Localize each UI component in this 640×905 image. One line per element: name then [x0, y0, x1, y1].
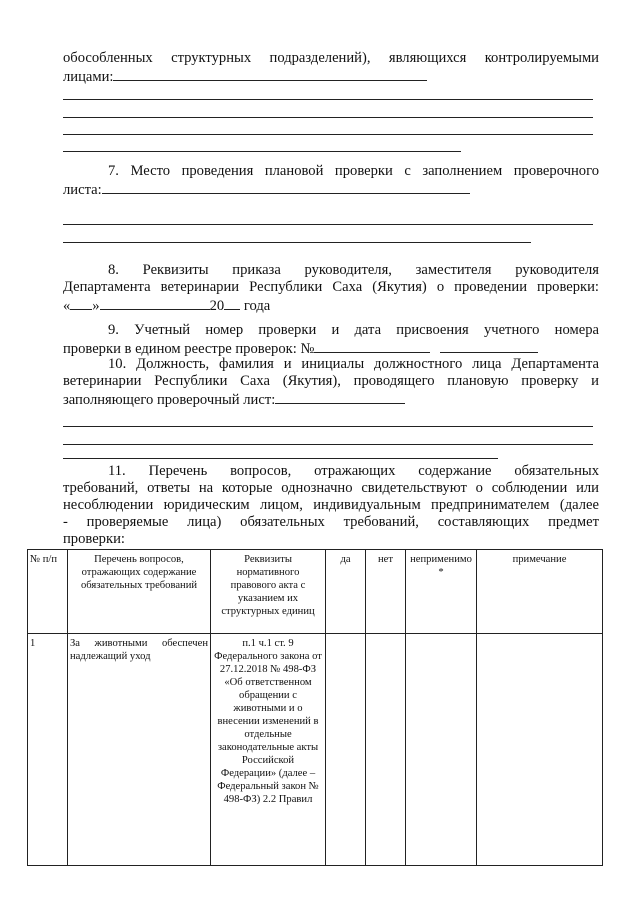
checklist-table: [27, 549, 603, 866]
item-7-paragraph: [63, 163, 599, 199]
header-yes: да: [326, 550, 366, 634]
item-11-line-3: несоблюдении юридическим лицом, индивидуальным предпринимателем (далее: [63, 497, 599, 513]
table-header-row: [28, 550, 603, 634]
row-yes: [326, 634, 366, 866]
date-month-blank: [100, 296, 210, 310]
item-10-paragraph: [63, 356, 599, 409]
table-row: [28, 634, 603, 866]
item-11-line-2: требований, ответы на которые однозначно свидетельствуют о соблюдении или: [63, 480, 599, 496]
date-year-blank: [224, 296, 240, 310]
item-11-line-4: - проверяемые лица) обязательных требований, составляющих предмет: [63, 514, 599, 530]
item-10-line-1: 10. Должность, фамилия и инициалы должностного лица Департамента: [108, 356, 599, 372]
intro-paragraph: [63, 50, 599, 86]
item-11-line-5: проверки:: [63, 531, 125, 547]
item-11-paragraph: [63, 463, 599, 548]
inspection-order-date: « » 20 года: [63, 298, 271, 314]
header-not-applicable: неприменимо *: [406, 550, 477, 634]
blank-line: [275, 390, 405, 404]
blank-line: [102, 180, 470, 194]
header-question: Перечень вопросов, отражающих содержание обязательных требований: [68, 550, 211, 634]
blank-line: [63, 99, 593, 100]
registry-number-blank: [314, 339, 430, 353]
row-no: [366, 634, 406, 866]
header-requisites: Реквизиты нормативного правового акта с указанием их структурных единиц: [211, 550, 326, 634]
item-9-line-2: проверки в едином реестре проверок: №: [63, 341, 315, 357]
item-7-line-1: 7. Место проведения плановой проверки с заполнением проверочного: [108, 163, 599, 179]
row-not-applicable: [406, 634, 477, 866]
blank-line: [63, 426, 593, 427]
blank-line: [63, 134, 593, 135]
item-8-line-1: 8. Реквизиты приказа руководителя, заместителя руководителя: [108, 262, 599, 278]
item-7-line-2: листа:: [63, 182, 102, 198]
item-10-line-2: ветеринарии Республики Саха (Якутия), проводящего плановую проверку и: [63, 373, 599, 389]
blank-line: [63, 458, 498, 459]
row-requisites: п.1 ч.1 ст. 9 Федерального закона от 27.12.2018 № 498-ФЗ «Об ответственном обращении с животными и о внесении изменений в отдельные законодательные акты Российской Федерации» (далее – Федеральный закон № 498-ФЗ) 2.2 Правил: [211, 634, 326, 866]
header-number: № п/п: [28, 550, 68, 634]
blank-line: [63, 242, 531, 243]
intro-line-2: лицами:: [63, 69, 114, 85]
item-9-paragraph: [63, 322, 599, 358]
row-question: За животными обеспечен надлежащий уход: [68, 634, 211, 866]
item-10-line-3: заполняющего проверочный лист:: [63, 392, 276, 408]
blank-line: [63, 224, 593, 225]
header-note: примечание: [477, 550, 603, 634]
blank-line: [63, 444, 593, 445]
row-number: 1: [28, 634, 68, 866]
item-11-line-1: 11. Перечень вопросов, отражающих содержание обязательных: [108, 463, 599, 479]
intro-line-1: обособленных структурных подразделений), являющихся контролируемыми: [63, 50, 599, 66]
header-no: нет: [366, 550, 406, 634]
row-note: [477, 634, 603, 866]
date-day-blank: [70, 296, 92, 310]
blank-line: [63, 151, 461, 152]
item-9-line-1: 9. Учетный номер проверки и дата присвоения учетного номера: [108, 322, 599, 338]
blank-line: [63, 117, 593, 118]
item-8-paragraph: [63, 262, 599, 315]
item-8-line-2: Департамента ветеринарии Республики Саха (Якутия) о проведении проверки:: [63, 279, 599, 295]
blank-line: [113, 67, 427, 81]
registry-date-blank: [440, 339, 538, 353]
